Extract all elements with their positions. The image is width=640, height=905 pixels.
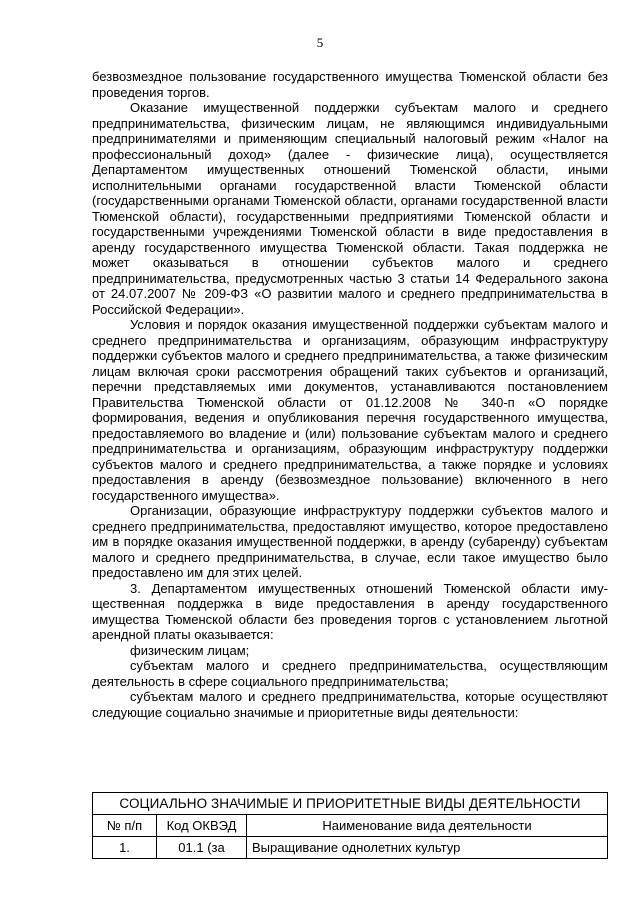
list-item-priority-activities: субъектам малого и среднего предпринимательства, которые осуществляют следующие социально значимые и приоритетные виды деятельности: bbox=[92, 689, 608, 720]
list-item-individuals: физическим лицам; bbox=[130, 642, 250, 658]
paragraph-conditions-procedure: Условия и порядок оказания имущественной поддержки субъектам малого и среднего предпринимательства и организациям, образующим инфраструктуру поддержки субъектов малого и среднего предпринимательства, а также физическим лицам включая сроки рассмотрения обращений таких субъектов и организаций, перечни представляемых ими документов, устанавливаются постановлением Правительства Тюменской области от 01.12.2008 № 340-п «О порядке формирования, ведения и опубликования перечня государственного имущества, предоставляемого во владение и (или) пользование субъектам малого и среднего предпринимательства и организациям, образующим инфраструктуру поддержки субъектов малого и среднего предпринимательства, а также порядке и условиях предоставления в аренду (безвозмездное пользование) включенного в него государственного имущества». bbox=[92, 317, 608, 503]
header-number: № п/п bbox=[93, 815, 157, 837]
document-body bbox=[92, 69, 608, 720]
paragraph-infrastructure-organizations: Организации, образующие инфраструктуру поддержки субъектов малого и среднего предпринимательства, предоставляют имущество, которое предоставлено им в порядке оказания имущественной поддержки, в аренду (субаренду) субъектам малого и среднего предпринимательства, в случае, если такое имущество было предоставлено им для этих целей. bbox=[92, 503, 608, 580]
table-title: СОЦИАЛЬНО ЗНАЧИМЫЕ И ПРИОРИТЕТНЫЕ ВИДЫ ДЕЯТЕЛЬНОСТИ bbox=[93, 793, 608, 815]
table-row bbox=[93, 837, 608, 859]
activities-table bbox=[92, 792, 608, 859]
table-header-row bbox=[93, 815, 608, 837]
page-number: 5 bbox=[316, 35, 324, 50]
list-item-social-entrepreneurship: субъектам малого и среднего предпринимательства, осуществляющим деятельность в сфере социального предпринимательства; bbox=[92, 658, 608, 689]
row-number: 1. bbox=[93, 837, 157, 859]
row-okved-code: 01.1 (за bbox=[157, 837, 247, 859]
paragraph-item-3: 3. Департаментом имущественных отношений Тюменской области имущественная поддержка в виде предоставления в аренду государственного имущества Тюменской области без проведения торгов с установлением льготной арендной платы оказывается: bbox=[92, 580, 608, 642]
header-okved-code: Код ОКВЭД bbox=[157, 815, 247, 837]
paragraph-continuation: безвозмездное пользование государственного имущества Тюменской области без проведения торгов. bbox=[92, 69, 608, 100]
paragraph-support-provision: Оказание имущественной поддержки субъектам малого и среднего предпринимательства, физическим лицам, не являющимся индивидуальными предпринимателями и применяющим специальный налоговый режим «Налог на профессиональный доход» (далее - физические лица), осуществляется Департаментом имущественных отношений Тюменской области, иными исполнительными органами государственной власти Тюменской области (государственными органами Тюменской области, органами государственной власти Тюменской области), государственными предприятиями Тюменской области и государственными учреждениями Тюменской области в виде предоставления в аренду государственного имущества Тюменской области. Такая поддержка не может оказываться в отношении субъектов малого и среднего предпринимательства, предусмотренных частью 3 статьи 14 Федерального закона от 24.07.2007 № 209-ФЗ «О развитии малого и среднего предпринимательства в Российской Федерации». bbox=[92, 100, 608, 317]
header-activity-name: Наименование вида деятельности bbox=[247, 815, 608, 837]
row-activity-name: Выращивание однолетних культур bbox=[247, 837, 608, 859]
table-title-row bbox=[93, 793, 608, 815]
